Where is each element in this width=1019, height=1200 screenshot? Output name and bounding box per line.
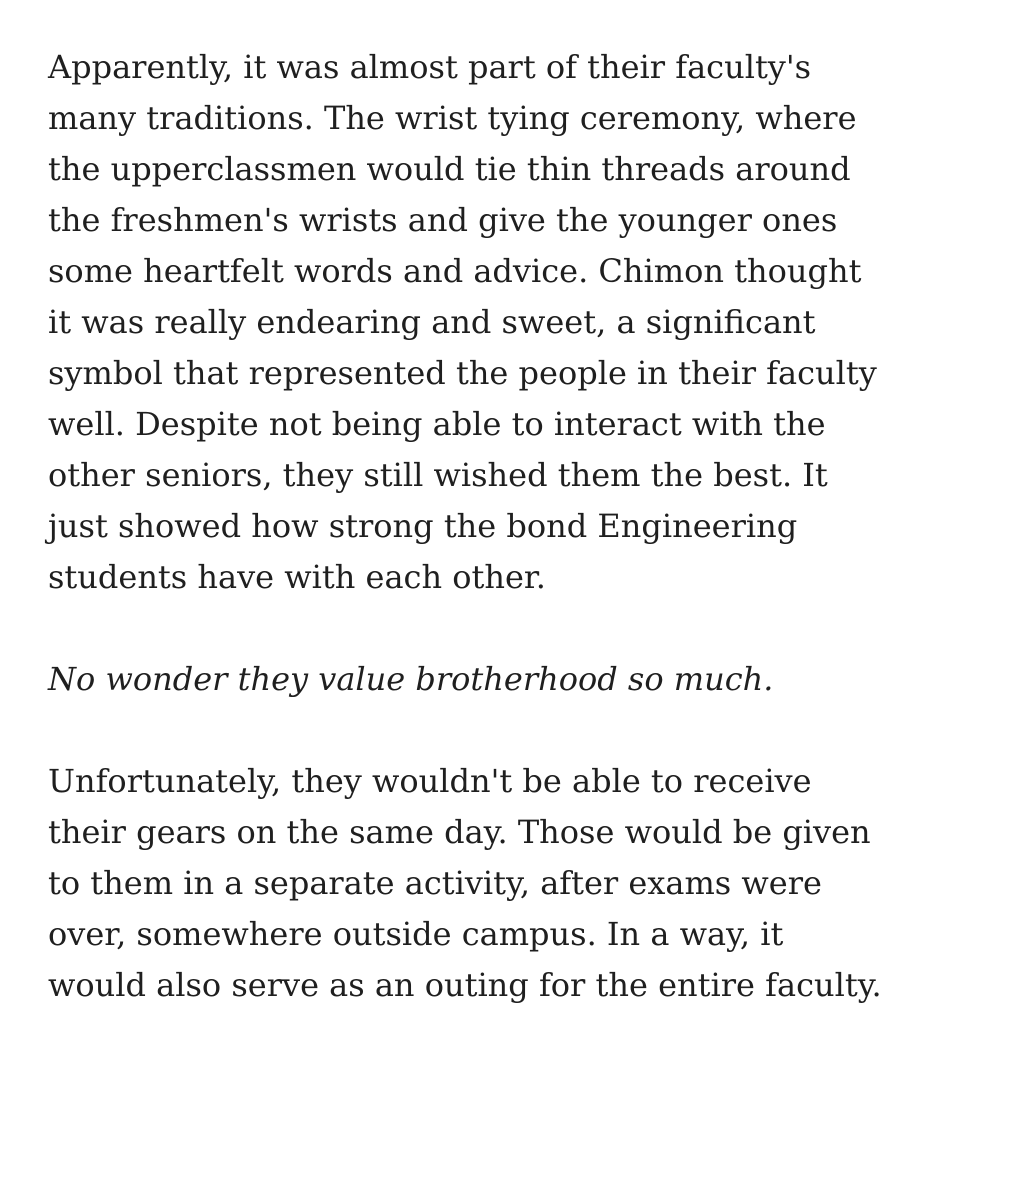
text-line: Apparently, it was almost part of their faculty's [48,48,812,86]
paragraph-spacer [48,603,998,654]
text-line: students have with each other. [48,558,546,596]
text-line: Unfortunately, they wouldn't be able to receive [48,762,812,800]
text-line: to them in a separate activity, after exams were [48,864,822,902]
text-line: symbol that represented the people in their faculty [48,354,877,392]
paragraph-spacer [48,705,998,756]
text-line: the freshmen's wrists and give the younger ones [48,201,838,239]
text-line: many traditions. The wrist tying ceremony, where [48,99,857,137]
text-line: some heartfelt words and advice. Chimon thought [48,252,862,290]
article-body [48,42,998,1011]
text-line: the upperclassmen would tie thin threads around [48,150,851,188]
text-line: other seniors, they still wished them the best. It [48,456,828,494]
text-line: over, somewhere outside campus. In a way, it [48,915,784,953]
text-line: No wonder they value brotherhood so much. [48,660,774,698]
text-line: it was really endearing and sweet, a significant [48,303,816,341]
text-line: just showed how strong the bond Engineering [48,507,798,545]
text-line: well. Despite not being able to interact with the [48,405,826,443]
paragraph-3 [48,756,998,1011]
text-line: their gears on the same day. Those would be given [48,813,871,851]
paragraph-2-italic [48,654,998,705]
text-line: would also serve as an outing for the entire faculty. [48,966,882,1004]
paragraph-1 [48,42,998,603]
